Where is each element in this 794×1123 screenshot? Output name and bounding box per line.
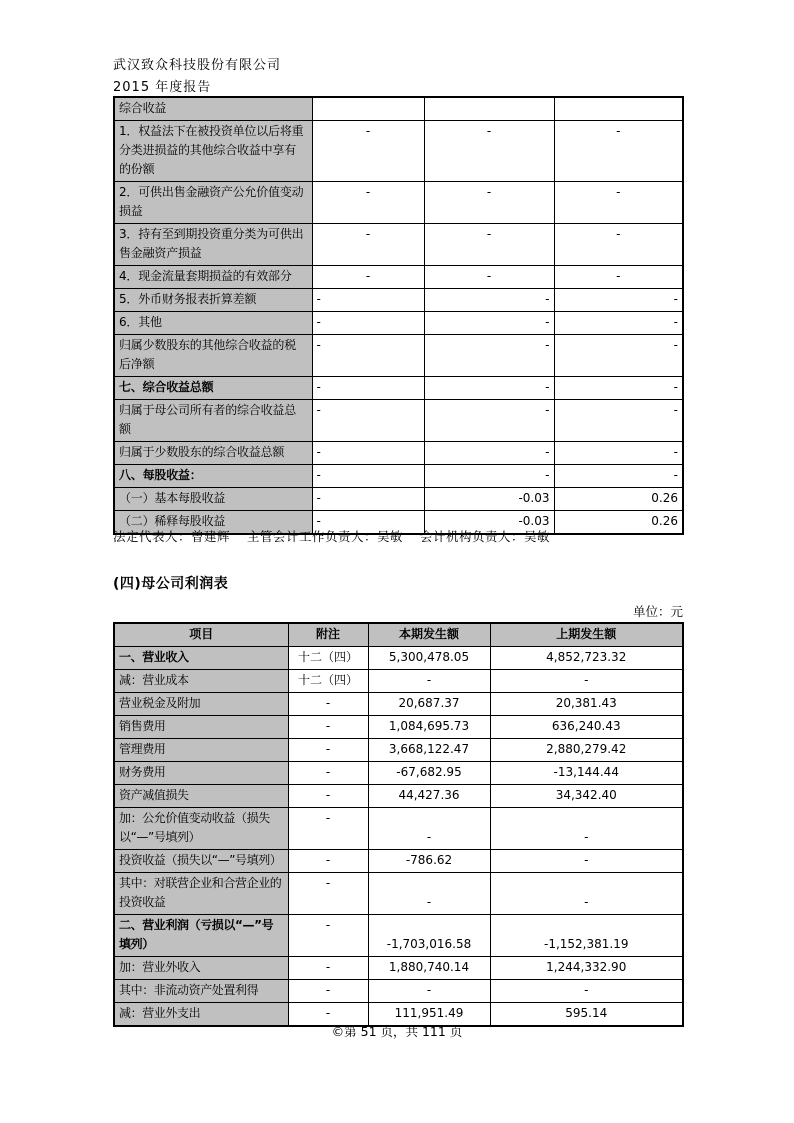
table-row xyxy=(114,312,683,335)
current-amount-cell: -67,682.95 xyxy=(368,762,490,785)
item-label-cell: 其中：非流动资产处置利得 xyxy=(114,980,288,1003)
current-amount-cell: - xyxy=(424,400,554,442)
current-amount-cell: - xyxy=(368,873,490,915)
item-label-cell: （一）基本每股收益 xyxy=(114,488,312,511)
item-label-cell: 减：营业成本 xyxy=(114,670,288,693)
prior-amount-cell: 34,342.40 xyxy=(490,785,683,808)
prior-amount-cell: - xyxy=(490,980,683,1003)
current-amount-cell: 5,300,478.05 xyxy=(368,647,490,670)
table-row xyxy=(114,224,683,266)
note-cell: - xyxy=(288,980,368,1003)
current-amount-cell: - xyxy=(424,312,554,335)
note-cell: - xyxy=(312,511,424,535)
column-header: 项目 xyxy=(114,623,288,647)
current-amount-cell: - xyxy=(368,808,490,850)
prior-amount-cell: -13,144.44 xyxy=(490,762,683,785)
note-cell: - xyxy=(312,266,424,289)
prior-amount-cell: - xyxy=(490,670,683,693)
note-cell: - xyxy=(288,1003,368,1027)
prior-amount-cell: 0.26 xyxy=(554,488,683,511)
signers-line xyxy=(113,527,567,545)
table-row xyxy=(114,739,683,762)
note-cell: - xyxy=(288,693,368,716)
item-label-cell: 1．权益法下在被投资单位以后将重分类进损益的其他综合收益中享有的份额 xyxy=(114,121,312,182)
table-row xyxy=(114,957,683,980)
item-label-cell: 6．其他 xyxy=(114,312,312,335)
note-cell: - xyxy=(288,915,368,957)
item-label-cell: 资产减值损失 xyxy=(114,785,288,808)
item-label-cell: 二、营业利润（亏损以“—”号填列） xyxy=(114,915,288,957)
prior-amount-cell: -1,152,381.19 xyxy=(490,915,683,957)
prior-amount-cell: - xyxy=(490,808,683,850)
prior-amount-cell: - xyxy=(554,312,683,335)
table-row xyxy=(114,762,683,785)
table-row xyxy=(114,289,683,312)
prior-amount-cell: 0.26 xyxy=(554,511,683,535)
item-label-cell: 一、营业收入 xyxy=(114,647,288,670)
item-label-cell: （二）稀释每股收益 xyxy=(114,511,312,535)
item-label-cell: 归属少数股东的其他综合收益的税后净额 xyxy=(114,335,312,377)
current-amount-cell xyxy=(424,97,554,121)
note-cell: - xyxy=(312,335,424,377)
prior-amount-cell: - xyxy=(490,873,683,915)
note-cell: - xyxy=(312,121,424,182)
parent-income-statement-table xyxy=(113,622,684,1027)
current-amount-cell: 1,084,695.73 xyxy=(368,716,490,739)
note-cell: - xyxy=(288,716,368,739)
prior-amount-cell: 1,244,332.90 xyxy=(490,957,683,980)
note-cell: - xyxy=(288,739,368,762)
prior-amount-cell xyxy=(554,97,683,121)
note-cell: - xyxy=(312,488,424,511)
note-cell: - xyxy=(312,182,424,224)
comprehensive-income-table xyxy=(113,96,684,535)
note-cell: 十二（四） xyxy=(288,647,368,670)
item-label-cell: 管理费用 xyxy=(114,739,288,762)
prior-amount-cell: 2,880,279.42 xyxy=(490,739,683,762)
item-label-cell: 5．外币财务报表折算差额 xyxy=(114,289,312,312)
table-row xyxy=(114,488,683,511)
table-row xyxy=(114,400,683,442)
column-header: 附注 xyxy=(288,623,368,647)
current-amount-cell: - xyxy=(424,289,554,312)
prior-amount-cell: - xyxy=(554,182,683,224)
current-amount-cell: -0.03 xyxy=(424,488,554,511)
table-row xyxy=(114,442,683,465)
column-header: 上期发生额 xyxy=(490,623,683,647)
item-label-cell: 销售费用 xyxy=(114,716,288,739)
note-cell: - xyxy=(288,957,368,980)
company-name: 武汉致众科技股份有限公司 xyxy=(113,58,282,73)
header-row xyxy=(114,623,683,647)
note-cell: - xyxy=(288,785,368,808)
table-row xyxy=(114,377,683,400)
table-row xyxy=(114,335,683,377)
current-amount-cell: 111,951.49 xyxy=(368,1003,490,1027)
prior-amount-cell: - xyxy=(554,465,683,488)
prior-amount-cell: 4,852,723.32 xyxy=(490,647,683,670)
prior-amount-cell: - xyxy=(554,224,683,266)
item-label-cell: 营业税金及附加 xyxy=(114,693,288,716)
current-amount-cell: - xyxy=(424,442,554,465)
prior-amount-cell: - xyxy=(554,121,683,182)
item-label-cell: 加：公允价值变动收益（损失以“—”号填列） xyxy=(114,808,288,850)
note-cell: - xyxy=(288,808,368,850)
note-cell xyxy=(312,97,424,121)
current-amount-cell: -786.62 xyxy=(368,850,490,873)
unit-label: 单位：元 xyxy=(632,604,683,619)
prior-amount-cell: - xyxy=(554,377,683,400)
prior-amount-cell: - xyxy=(554,289,683,312)
current-amount-cell: - xyxy=(368,670,490,693)
prior-amount-cell: - xyxy=(490,850,683,873)
prior-amount-cell: - xyxy=(554,400,683,442)
item-label-cell: 归属于母公司所有者的综合收益总额 xyxy=(114,400,312,442)
table-row xyxy=(114,785,683,808)
current-amount-cell: - xyxy=(424,335,554,377)
item-label-cell: 减：营业外支出 xyxy=(114,1003,288,1027)
item-label-cell: 3．持有至到期投资重分类为可供出售金融资产损益 xyxy=(114,224,312,266)
table-row xyxy=(114,465,683,488)
table-row xyxy=(114,808,683,850)
report-title: 2015 年度报告 xyxy=(113,80,212,95)
item-label-cell: 4．现金流量套期损益的有效部分 xyxy=(114,266,312,289)
note-cell: - xyxy=(312,400,424,442)
table-row xyxy=(114,182,683,224)
note-cell: 十二（四） xyxy=(288,670,368,693)
current-amount-cell: 20,687.37 xyxy=(368,693,490,716)
section-title: (四)母公司利润表 xyxy=(113,576,229,592)
current-amount-cell: 3,668,122.47 xyxy=(368,739,490,762)
legal-representative: 法定代表人：曾建辉 xyxy=(113,529,231,544)
table-row xyxy=(114,266,683,289)
current-amount-cell: -0.03 xyxy=(424,511,554,535)
note-cell: - xyxy=(312,312,424,335)
table-row xyxy=(114,850,683,873)
item-label-cell: 其中：对联营企业和合营企业的投资收益 xyxy=(114,873,288,915)
note-cell: - xyxy=(288,850,368,873)
accounting-department-head: 会计机构负责人：吴敏 xyxy=(420,529,551,544)
note-cell: - xyxy=(312,289,424,312)
item-label-cell: 七、综合收益总额 xyxy=(114,377,312,400)
prior-amount-cell: 636,240.43 xyxy=(490,716,683,739)
prior-amount-cell: 20,381.43 xyxy=(490,693,683,716)
page-footer: ©第 51 页，共 111 页 xyxy=(331,1024,463,1039)
current-amount-cell: 1,880,740.14 xyxy=(368,957,490,980)
table-row xyxy=(114,980,683,1003)
table-row xyxy=(114,97,683,121)
note-cell: - xyxy=(312,442,424,465)
item-label-cell: 加：营业外收入 xyxy=(114,957,288,980)
chief-accountant: 主管会计工作负责人：吴敏 xyxy=(247,529,404,544)
note-cell: - xyxy=(312,224,424,266)
current-amount-cell: - xyxy=(424,182,554,224)
current-amount-cell: - xyxy=(424,224,554,266)
note-cell: - xyxy=(288,873,368,915)
prior-amount-cell: 595.14 xyxy=(490,1003,683,1027)
prior-amount-cell: - xyxy=(554,266,683,289)
item-label-cell: 八、每股收益： xyxy=(114,465,312,488)
item-label-cell: 投资收益（损失以“—”号填列） xyxy=(114,850,288,873)
current-amount-cell: - xyxy=(424,266,554,289)
current-amount-cell: -1,703,016.58 xyxy=(368,915,490,957)
prior-amount-cell: - xyxy=(554,335,683,377)
table-row xyxy=(114,693,683,716)
column-header: 本期发生额 xyxy=(368,623,490,647)
item-label-cell: 综合收益 xyxy=(114,97,312,121)
prior-amount-cell: - xyxy=(554,442,683,465)
current-amount-cell: - xyxy=(424,121,554,182)
table-row xyxy=(114,873,683,915)
current-amount-cell: 44,427.36 xyxy=(368,785,490,808)
item-label-cell: 2．可供出售金融资产公允价值变动损益 xyxy=(114,182,312,224)
table-row xyxy=(114,670,683,693)
note-cell: - xyxy=(312,465,424,488)
table-row xyxy=(114,647,683,670)
note-cell: - xyxy=(288,762,368,785)
table-row xyxy=(114,716,683,739)
current-amount-cell: - xyxy=(368,980,490,1003)
current-amount-cell: - xyxy=(424,377,554,400)
note-cell: - xyxy=(312,377,424,400)
current-amount-cell: - xyxy=(424,465,554,488)
item-label-cell: 财务费用 xyxy=(114,762,288,785)
table-row xyxy=(114,121,683,182)
item-label-cell: 归属于少数股东的综合收益总额 xyxy=(114,442,312,465)
table-row xyxy=(114,915,683,957)
